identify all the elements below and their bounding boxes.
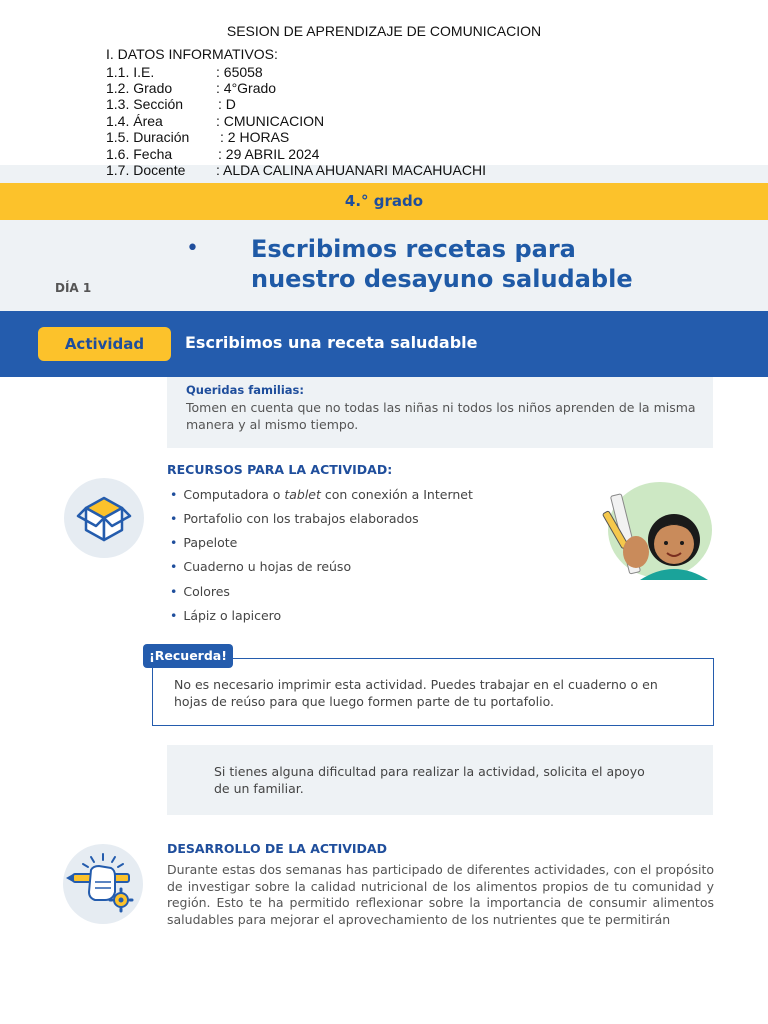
lesson-title-line1: Escribimos recetas para — [251, 235, 576, 263]
development-heading: DESARROLLO DE LA ACTIVIDAD — [167, 841, 387, 856]
info-value: : 4°Grado — [216, 80, 277, 96]
lesson-title — [251, 234, 633, 294]
info-value: : D — [218, 96, 236, 112]
resource-item: • Lápiz o lapicero — [170, 608, 282, 623]
resource-item: • Portafolio con los trabajos elaborados — [170, 511, 419, 526]
development-text: Durante estas dos semanas has participado de diferentes actividades, con el propósito de investigar sobre la calidad nutricional de los alimentos propios de tu comunidad y región. Esto te ha permitido reflexionar sobre la importancia de consumir alimentos saludables para mejorar el aprovechamiento de los nutrientes que te permitirán — [167, 862, 714, 927]
info-value: : 65058 — [216, 64, 263, 80]
open-box-icon — [64, 478, 144, 558]
hand-pencil-gear-icon — [63, 844, 143, 924]
resources-heading: RECURSOS PARA LA ACTIVIDAD: — [167, 462, 393, 477]
resource-item: • Papelote — [170, 535, 238, 550]
remember-tag: ¡Recuerda! — [143, 644, 233, 668]
title-bullet: • — [186, 236, 199, 261]
info-label: 1.7. Docente — [106, 162, 186, 178]
activity-title: Escribimos una receta saludable — [185, 333, 478, 352]
info-label: 1.3. Sección — [106, 96, 184, 112]
resource-item: • Colores — [170, 584, 230, 599]
resource-item: • Cuaderno u hojas de reúso — [170, 559, 352, 574]
grade-label: 4.° grado — [344, 192, 424, 210]
families-text: Tomen en cuenta que no todas las niñas ni todos los niños aprenden de la misma manera y al mismo tiempo. — [186, 400, 696, 432]
remember-text: No es necesario imprimir esta actividad. Puedes trabajar en el cuaderno o en hojas de reúso para que luego formen parte de tu portafolio. — [174, 677, 658, 709]
info-label: 1.6. Fecha — [106, 146, 173, 162]
activity-pill: Actividad — [38, 327, 171, 361]
info-label: 1.2. Grado — [106, 80, 173, 96]
families-heading: Queridas familias: — [186, 383, 304, 397]
info-label: 1.5. Duración — [106, 129, 190, 145]
lesson-title-line2: nuestro desayuno saludable — [251, 265, 633, 293]
document-title: SESION DE APRENDIZAJE DE COMUNICACION — [226, 23, 542, 39]
day-label: DÍA 1 — [55, 281, 92, 295]
info-label: 1.1. I.E. — [106, 64, 155, 80]
info-value: : 2 HORAS — [220, 129, 290, 145]
girl-with-ruler-icon — [600, 480, 716, 586]
info-value: : 29 ABRIL 2024 — [218, 146, 320, 162]
info-heading: I. DATOS INFORMATIVOS: — [106, 46, 278, 62]
info-label: 1.4. Área — [106, 113, 163, 129]
resource-item: • Computadora o tablet con conexión a Internet — [170, 487, 473, 502]
info-value: : CMUNICACION — [216, 113, 325, 129]
info-value: : ALDA CALINA AHUANARI MACAHUACHI — [216, 162, 486, 178]
help-text: Si tienes alguna dificultad para realizar la actividad, solicita el apoyo de un familiar. — [214, 764, 645, 796]
